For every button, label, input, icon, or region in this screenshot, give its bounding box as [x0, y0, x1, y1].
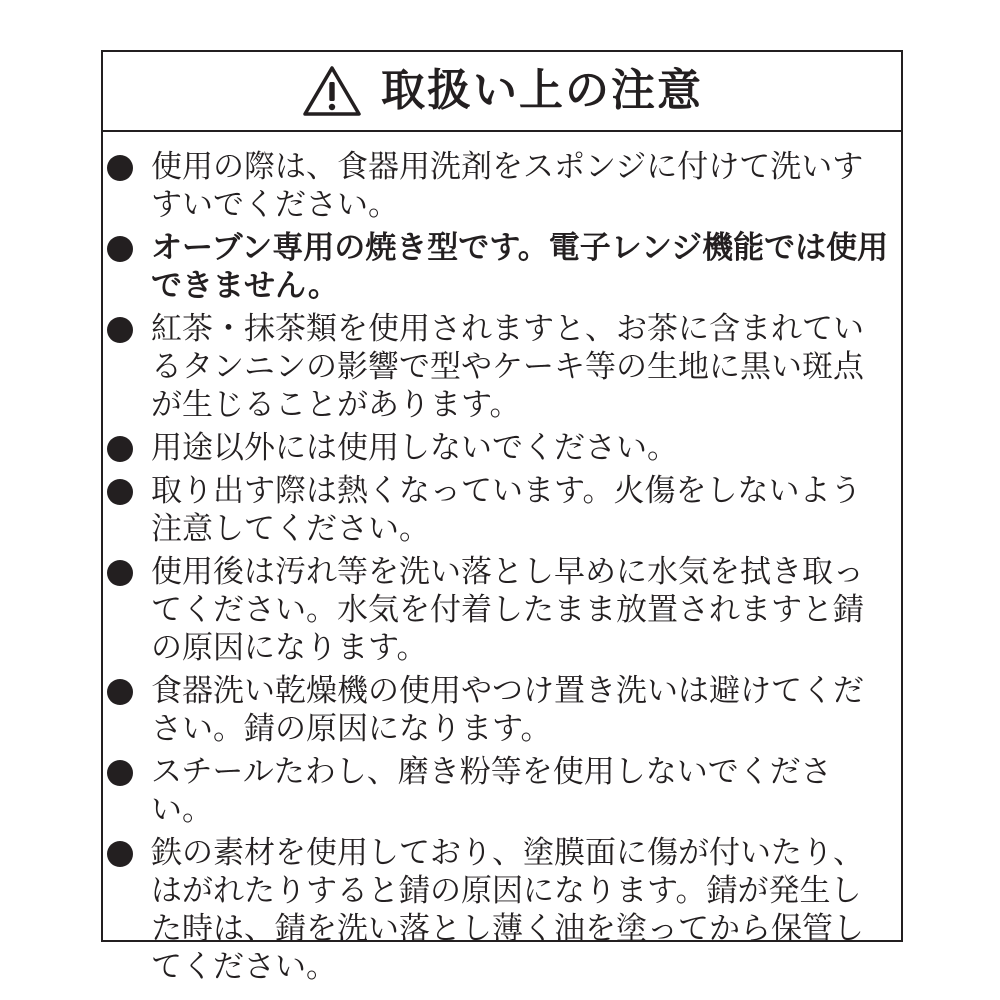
bullet-icon [103, 753, 133, 786]
caution-item-oven-only [103, 229, 901, 305]
caution-item-hot [103, 472, 901, 548]
bullet-icon [103, 834, 133, 867]
caution-text: 食器洗い乾燥機の使用やつけ置き洗いは避けてください。錆の原因になります。 [151, 673, 864, 747]
caution-item-dry-after-use [103, 553, 901, 667]
caution-item-intended-use [103, 429, 901, 467]
caution-text: 使用の際は、食器用洗剤をスポンジに付けて洗いすすいでください。 [151, 149, 864, 223]
caution-text: 使用後は汚れ等を洗い落とし早めに水気を拭き取ってください。水気を付着したまま放置されますと錆の原因になります。 [151, 554, 864, 666]
caution-text: オーブン専用の焼き型です。電子レンジ機能では使用できません。 [151, 230, 889, 304]
caution-item-dishwasher [103, 672, 901, 748]
caution-text: 紅茶・抹茶類を使用されますと、お茶に含まれているタンニンの影響で型やケーキ等の生地に黒い斑点が生じることがあります。 [151, 311, 864, 423]
caution-list [103, 132, 901, 986]
caution-item-rust [103, 834, 901, 986]
caution-text: 取り出す際は熱くなっています。火傷をしないよう注意してください。 [151, 473, 862, 547]
caution-item-tannin [103, 310, 901, 424]
caution-text: 用途以外には使用しないでください。 [151, 430, 678, 466]
bullet-icon [103, 310, 133, 343]
bullet-icon [103, 672, 133, 705]
caution-item-washing [103, 148, 901, 224]
bullet-icon [103, 148, 133, 181]
notice-header [103, 52, 901, 132]
bullet-icon [103, 229, 133, 262]
warning-triangle-icon [301, 64, 363, 118]
bullet-icon [103, 429, 133, 462]
caution-notice-box [101, 50, 903, 985]
caution-item-abrasives [103, 753, 901, 829]
caution-text: 鉄の素材を使用しており、塗膜面に傷が付いたり、はがれたりすると錆の原因になります。錆が発生した時は、錆を洗い落とし薄く油を塗ってから保管してください。 [151, 835, 864, 985]
bullet-icon [103, 472, 133, 505]
notice-title: 取扱い上の注意 [381, 65, 703, 116]
caution-text: スチールたわし、磨き粉等を使用しないでください。 [151, 754, 832, 828]
bullet-icon [103, 553, 133, 586]
